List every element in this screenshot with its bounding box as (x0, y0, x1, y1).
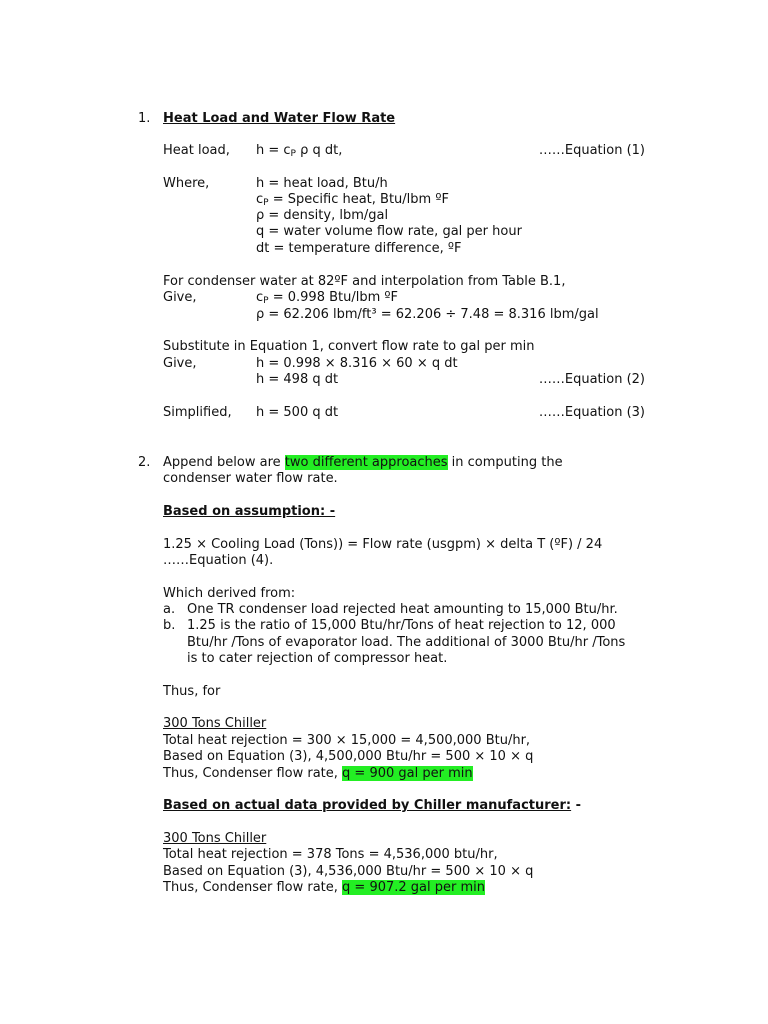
case-2-line-2: Based on Equation (3), 4,536,000 Btu/hr = 500 × 10 × q (163, 864, 534, 879)
highlight-two-approaches: two different approaches (284, 455, 448, 470)
case-2-line-1: Total heat rejection = 378 Tons = 4,536,000 btu/hr, (163, 847, 498, 862)
case-1-title: 300 Tons Chiller (163, 716, 267, 731)
section-2-intro-line-2: condenser water flow rate. (163, 471, 338, 486)
thus-for-label: Thus, for (163, 684, 221, 699)
equation-1-ref: ……Equation (1) (538, 143, 645, 158)
actual-data-heading: Based on actual data provided by Chiller manufacturer: - (163, 798, 582, 813)
case-1-line-1: Total heat rejection = 300 × 15,000 = 4,500,000 Btu/hr, (163, 733, 531, 748)
cp-value: $c_P = 0.998$ Btu/lbm ºF (256, 290, 398, 306)
case-1-line-2: Based on Equation (3), 4,500,000 Btu/hr = 500 × 10 × q (163, 749, 534, 764)
case-2-title: 300 Tons Chiller (163, 831, 267, 846)
derived-from-label: Which derived from: (163, 586, 296, 601)
substitution-equation-a: h = 0.998 × 8.316 × 60 × q dt (256, 356, 458, 371)
equation-4-line-1: 1.25 × Cooling Load (Tons)) = Flow rate (usgpm) × delta T (ºF) / 24 (163, 537, 603, 552)
section-2-intro: Append below are two different approaches in computing the (163, 455, 563, 470)
heat-load-label: Heat load, (163, 143, 230, 158)
section-2-number: 2. (138, 455, 151, 470)
condenser-water-line: For condenser water at 82ºF and interpolation from Table B.1, (163, 274, 566, 289)
item-a-marker: a. (163, 602, 176, 617)
definition-dt: dt = temperature difference, ºF (256, 241, 462, 256)
definition-cp: $c_P$ = Specific heat, Btu/lbm ºF (256, 192, 449, 208)
assumption-heading: Based on assumption: - (163, 504, 336, 519)
item-b-line-2: Btu/hr /Tons of evaporator load. The additional of 3000 Btu/hr /Tons (187, 635, 626, 650)
substitute-line: Substitute in Equation 1, convert flow rate to gal per min (163, 339, 535, 354)
highlight-flow-rate-2: q = 907.2 gal per min (342, 880, 486, 895)
highlight-flow-rate-1: q = 900 gal per min (342, 766, 473, 781)
definition-q: q = water volume flow rate, gal per hour (256, 224, 522, 239)
equation-2-ref: ……Equation (2) (538, 372, 645, 387)
give-label-2: Give, (163, 356, 197, 371)
give-label: Give, (163, 290, 197, 305)
case-1-line-3: Thus, Condenser flow rate, q = 900 gal per min (163, 766, 473, 781)
case-2-line-3: Thus, Condenser flow rate, q = 907.2 gal per min (163, 880, 486, 895)
section-1-heading: Heat Load and Water Flow Rate (163, 111, 396, 126)
item-b-line-1: 1.25 is the ratio of 15,000 Btu/hr/Tons of heat rejection to 12, 000 (187, 618, 616, 633)
item-a-text: One TR condenser load rejected heat amounting to 15,000 Btu/hr. (187, 602, 618, 617)
substitution-equation-b: h = 498 q dt (256, 372, 339, 387)
section-1-number: 1. (138, 111, 151, 126)
simplified-label: Simplified, (163, 405, 232, 420)
item-b-line-3: is to cater rejection of compressor heat. (187, 651, 448, 666)
rho-value: ρ = 62.206 lbm/ft³ = 62.206 ÷ 7.48 = 8.316 lbm/gal (256, 307, 599, 322)
where-label: Where, (163, 176, 210, 191)
equation-4-line-2: ……Equation (4). (163, 553, 274, 568)
heat-load-equation: $h = c_P$ ρ q dt, (256, 143, 343, 159)
simplified-equation: h = 500 q dt (256, 405, 339, 420)
definition-rho: ρ = density, lbm/gal (256, 208, 389, 223)
item-b-marker: b. (163, 618, 176, 633)
equation-3-ref: ……Equation (3) (538, 405, 645, 420)
definition-h: h = heat load, Btu/h (256, 176, 388, 191)
